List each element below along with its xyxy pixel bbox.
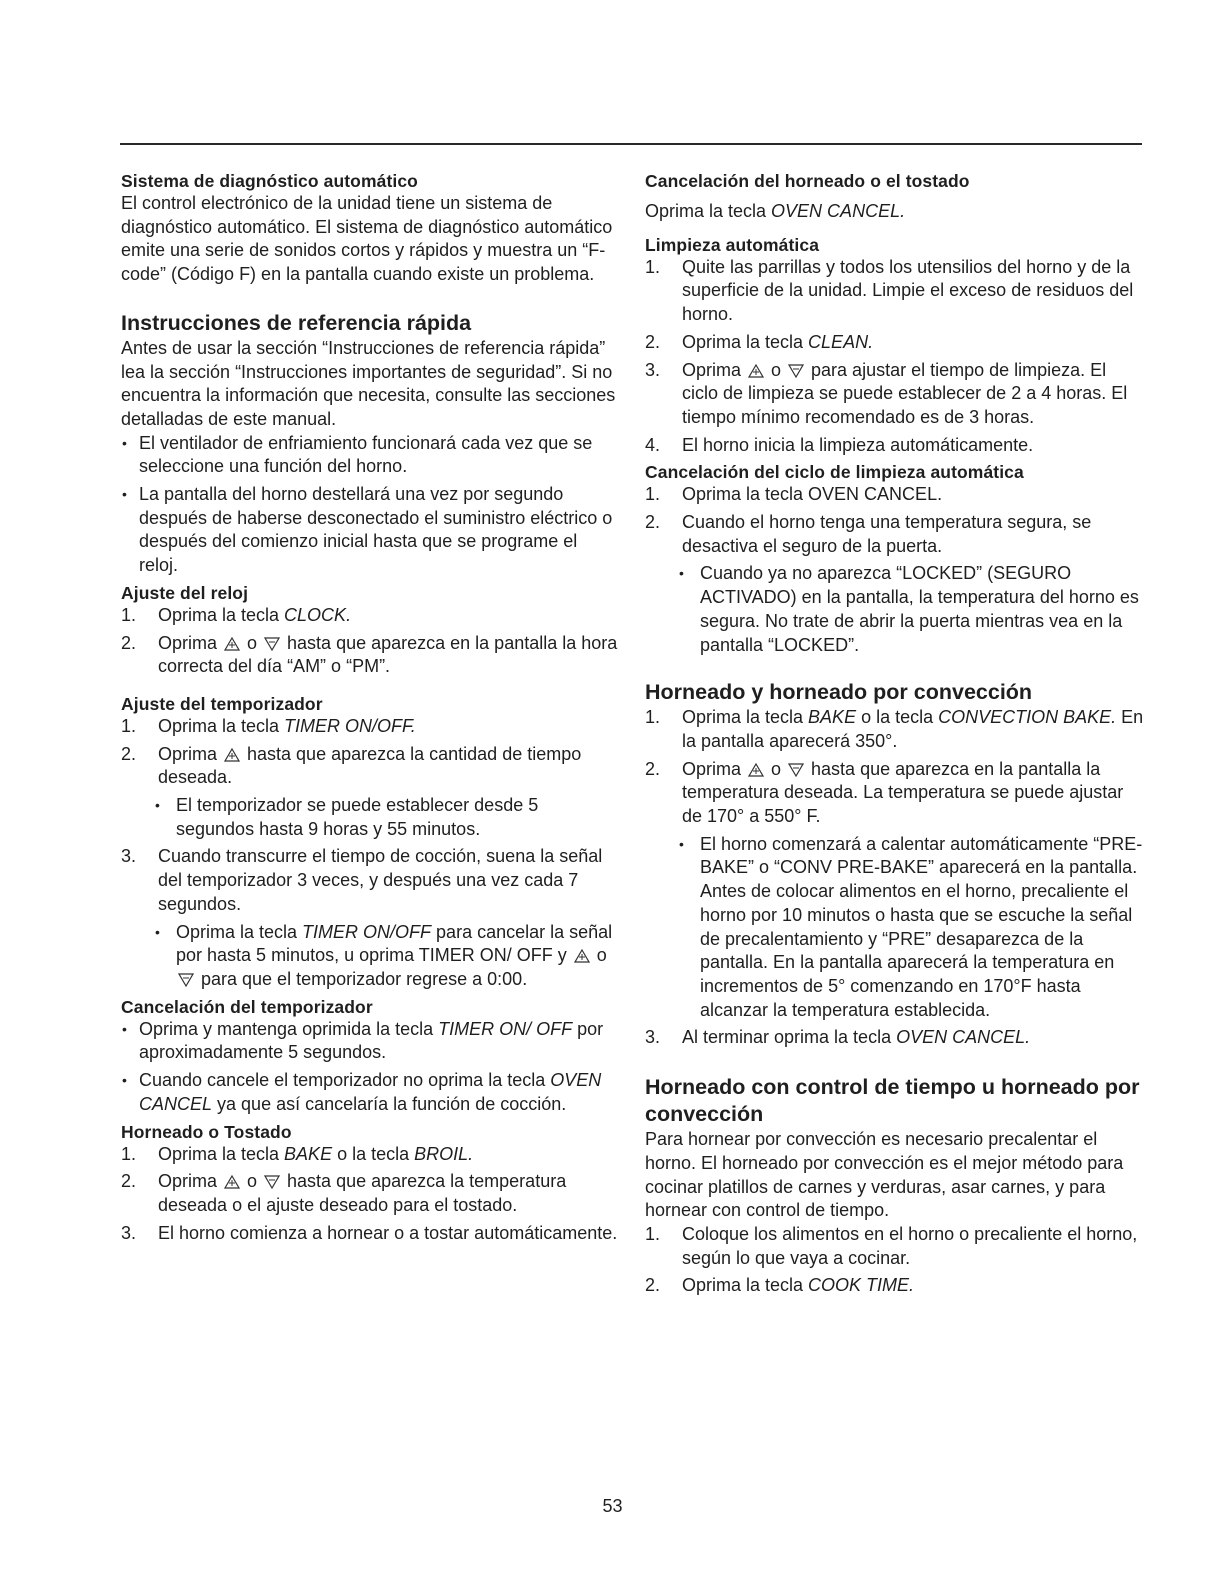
arrow-up-key-icon: [748, 364, 764, 378]
timed-text: Para hornear por convección es necesario precalentar el horno. El horneado por convección es el mejor método para cocinar platillos de carnes y verduras, asar carnes, y para hornear con control de tiempo.: [645, 1129, 1124, 1221]
clean-cancel-title: Cancelación del ciclo de limpieza automática: [645, 462, 1024, 483]
arrow-up-key-icon: [224, 748, 240, 762]
left-column: [121, 170, 621, 1245]
arrow-up-key-icon: [224, 1175, 240, 1189]
clean-step-2: 2. Oprima la tecla CLEAN.: [645, 331, 874, 352]
timer-title: Ajuste del temporizador: [121, 693, 323, 714]
timer-step-2: 2. Oprima hasta que aparezca la cantidad de tiempo deseada.: [121, 743, 582, 788]
bullet-dot: •: [122, 1020, 127, 1037]
conv-step-2: 2. Oprima o hasta que aparezca en la pantalla la temperatura deseada. La temperatura se puede ajustar de 170° a 550° F.: [645, 758, 1124, 827]
timer-cancel-bullet-1: • Oprima y mantenga oprimida la tecla TIMER ON/ OFF por aproximadamente 5 segundos.: [122, 1018, 604, 1063]
bake-cancel-title: Cancelación del horneado o el tostado: [645, 171, 970, 191]
clock-step-1: 1. Oprima la tecla CLOCK.: [121, 604, 352, 625]
bake-step-2: 2. Oprima o hasta que aparezca la temperatura deseada o el ajuste deseado para el tostado.: [121, 1171, 567, 1215]
timer-cancel-bullet-2: • Cuando cancele el temporizador no oprima la tecla OVEN CANCEL ya que así cancelaría la función de cocción.: [122, 1070, 602, 1114]
arrow-down-key-icon: [178, 973, 194, 987]
arrow-down-key-icon: [788, 364, 804, 378]
bake-step-3: 3. El horno comienza a hornear o a tostar automáticamente.: [121, 1222, 618, 1243]
arrow-up-key-icon: [748, 763, 764, 777]
quick-bullet: • El ventilador de enfriamiento funcionará cada vez que se seleccione una función del horno.: [122, 432, 593, 477]
clean-title: Limpieza automática: [645, 234, 820, 255]
timer-cancel-title: Cancelación del temporizador: [121, 996, 373, 1017]
diag-title: Sistema de diagnóstico automático: [121, 171, 418, 191]
arrow-down-key-icon: [788, 763, 804, 777]
quick-bullet: • La pantalla del horno destellará una vez por segundo después de haberse desconectado el suministro eléctrico o después del comienzo inicial hasta que se programe el reloj.: [122, 484, 613, 576]
bullet-dot: •: [122, 434, 127, 451]
clean-cancel-bullet: • Cuando ya no aparezca “LOCKED” (SEGURO ACTIVADO) en la pantalla, la temperatura del horno es segura. No trate de abrir la puerta mientras vea en la pantalla “LOCKED”.: [679, 563, 1139, 655]
arrow-up-key-icon: [574, 949, 590, 963]
conv-step-3: 3. Al terminar oprima la tecla OVEN CANCEL.: [645, 1027, 1031, 1048]
bullet-dot: •: [679, 565, 684, 582]
clock-title: Ajuste del reloj: [121, 582, 249, 603]
timer-step-1: 1. Oprima la tecla TIMER ON/OFF.: [121, 715, 416, 736]
timer-step-3: 3. Cuando transcurre el tiempo de cocción, suena la señal del temporizador 3 veces, y después una vez cada 7 segundos.: [121, 846, 603, 914]
bake-cancel-text: Oprima la tecla OVEN CANCEL.: [645, 201, 906, 221]
arrow-up-key-icon: [224, 637, 240, 651]
conv-title: Horneado y horneado por convección: [645, 680, 1033, 705]
arrow-down-key-icon: [264, 637, 280, 651]
timer-step-3-bullet: • Oprima la tecla TIMER ON/OFF para cancelar la señal por hasta 5 minutos, u oprima TIMER ON/ OFF y o para que el temporizador regrese a 0:00.: [155, 921, 613, 989]
timed-step-2: 2. Oprima la tecla COOK TIME.: [645, 1275, 915, 1296]
clean-cancel-step-2: 2. Cuando el horno tenga una temperatura segura, se desactiva el seguro de la puerta.: [645, 512, 1092, 556]
right-column: [645, 170, 1145, 1298]
timed-step-1: 1. Coloque los alimentos en el horno o precaliente el horno, según lo que vaya a cocinar.: [645, 1223, 1138, 1268]
bullet-dot: •: [155, 923, 160, 940]
timer-step-2-bullet: • El temporizador se puede establecer desde 5 segundos hasta 9 horas y 55 minutos.: [155, 795, 539, 839]
page-number: 53: [602, 1496, 623, 1516]
header-rule: [120, 143, 1142, 145]
conv-step-1: 1. Oprima la tecla BAKE o la tecla CONVECTION BAKE. En la pantalla aparecerá 350°.: [645, 707, 1144, 751]
bullet-dot: •: [122, 1072, 127, 1089]
clean-cancel-step-1: 1. Oprima la tecla OVEN CANCEL.: [645, 484, 943, 505]
clock-step-2: 2. Oprima o hasta que aparezca en la pantalla la hora correcta del día “AM” o “PM”.: [121, 632, 618, 677]
conv-step-2-bullet: • El horno comenzará a calentar automáticamente “PRE-BAKE” o “CONV PRE-BAKE” aparecerá en la pantalla. Antes de colocar alimentos en el horno, precaliente el horno por 10 minutos o hasta que se escuche la señal de precalentamiento y “PRE” desaparezca de la pantalla. En la pantalla aparecerá la temperatura en incrementos de 5° comenzando en 170°F hasta alcanzar la temperatura establecida.: [679, 833, 1143, 1020]
clean-step-4: 4. El horno inicia la limpieza automáticamente.: [645, 434, 1034, 455]
bullet-dot: •: [679, 835, 684, 852]
clean-step-1: 1. Quite las parrillas y todos los utensilios del horno y de la superficie de la unidad. Limpie el exceso de residuos del horno.: [645, 256, 1134, 325]
timed-title: Horneado con control de tiempo u horneado por convección: [645, 1075, 1140, 1127]
bake-step-1: 1. Oprima la tecla BAKE o la tecla BROIL.: [121, 1143, 474, 1164]
quick-title: Instrucciones de referencia rápida: [121, 310, 472, 335]
bullet-dot: •: [155, 797, 160, 814]
bake-title: Horneado o Tostado: [121, 1121, 292, 1142]
arrow-down-key-icon: [264, 1175, 280, 1189]
bullet-dot: •: [122, 486, 127, 503]
clean-step-3: 3. Oprima o para ajustar el tiempo de limpieza. El ciclo de limpieza se puede establecer de 2 a 4 horas. El tiempo mínimo recomendado es de 3 horas.: [645, 359, 1128, 427]
diag-text: El control electrónico de la unidad tiene un sistema de diagnóstico automático. El sistema de diagnóstico automático emite una serie de sonidos cortos y rápidos y muestra un “F-code” (Código F) en la pantalla cuando existe un problema.: [121, 193, 613, 285]
quick-text: Antes de usar la sección “Instrucciones de referencia rápida” lea la sección “Instrucciones importantes de seguridad”. Si no encuentra la información que necesita, consulte las secciones detalladas de este manual.: [121, 337, 616, 429]
